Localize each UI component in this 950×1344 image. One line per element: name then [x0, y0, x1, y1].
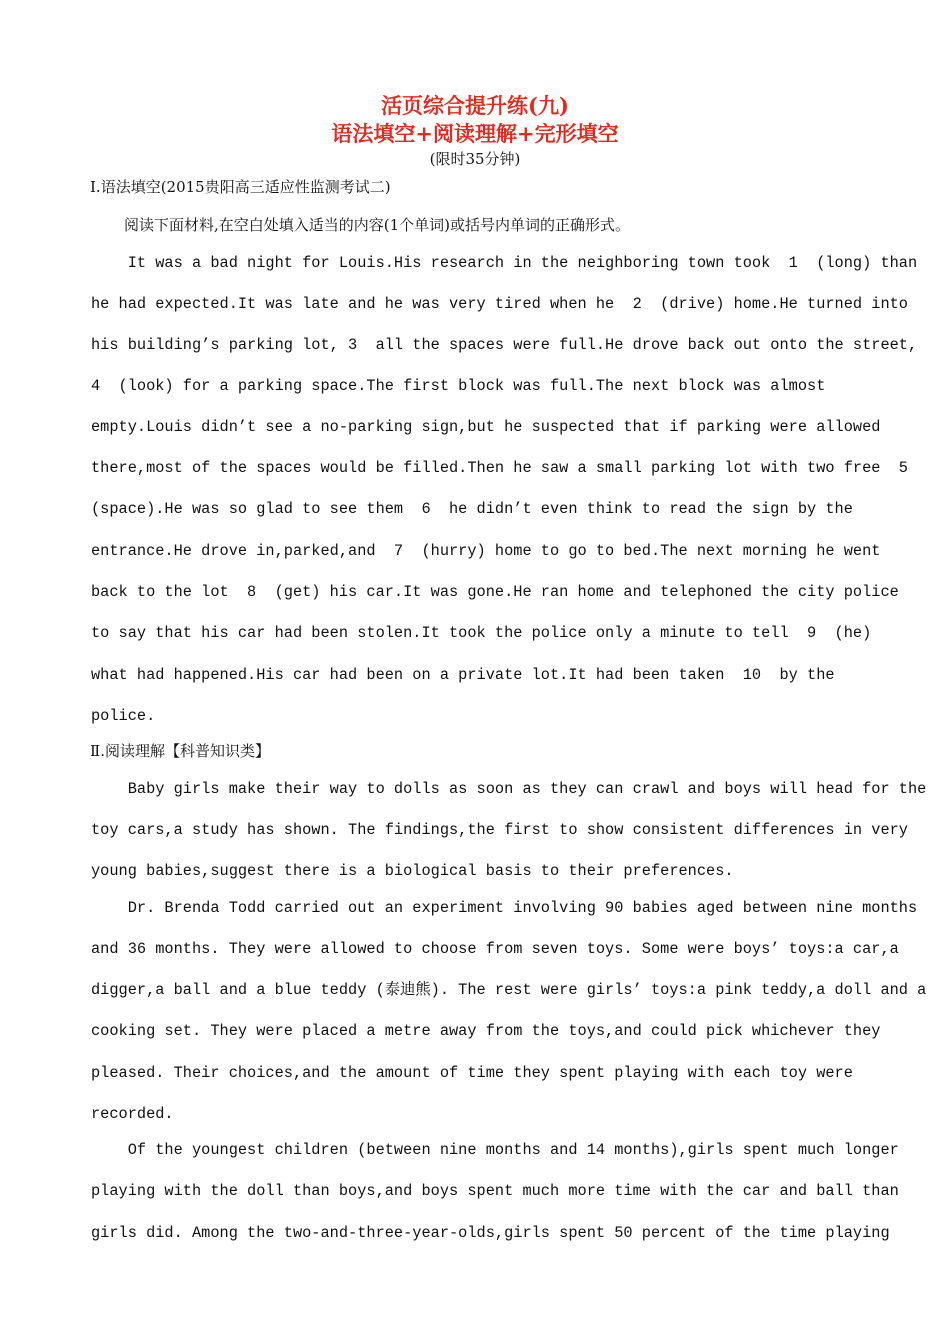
text-line: Dr. Brenda Todd carried out an experiment involving 90 babies aged between nine months [91, 899, 918, 917]
text-line: (space).He was so glad to see them 6 he didn’t even think to read the sign by the [91, 500, 853, 518]
text-line: 4 (look) for a parking space.The first block was full.The next block was almost [91, 377, 826, 395]
text-line: back to the lot 8 (get) his car.It was gone.He ran home and telephoned the city police [91, 583, 899, 601]
text-line: Of the youngest children (between nine months and 14 months),girls spent much longer [91, 1141, 899, 1159]
page-title: 活页综合提升练(九) [381, 93, 569, 118]
text-line: digger,a ball and a blue teddy (泰迪熊). The rest were girls’ toys:a pink teddy,a doll and a [91, 981, 927, 999]
text-line: he had expected.It was late and he was very tired when he 2 (drive) home.He turned into [91, 295, 908, 313]
text-line: young babies,suggest there is a biological basis to their preferences. [91, 862, 734, 880]
section1-instruction: 阅读下面材料,在空白处填入适当的内容(1个单词)或括号内单词的正确形式。 [124, 216, 631, 234]
section1-heading: I.语法填空(2015贵阳高三适应性监测考试二) [90, 178, 391, 196]
text-line: police. [91, 707, 156, 725]
text-line: there,most of the spaces would be filled.Then he saw a small parking lot with two free 5 [91, 459, 908, 477]
text-line: It was a bad night for Louis.His research in the neighboring town took 1 (long) than [91, 254, 918, 272]
text-line: girls did. Among the two-and-three-year-olds,girls spent 50 percent of the time playing [91, 1224, 890, 1242]
text-line: toy cars,a study has shown. The findings,the first to show consistent differences in very [91, 821, 908, 839]
time-limit: (限时35分钟) [429, 150, 521, 168]
text-line: to say that his car had been stolen.It took the police only a minute to tell 9 (he) [91, 624, 872, 642]
header [0, 92, 950, 170]
text-line: cooking set. They were placed a metre away from the toys,and could pick whichever they [91, 1022, 881, 1040]
text-line: his building’s parking lot, 3 all the spaces were full.He drove back out onto the street, [91, 336, 918, 354]
text-line: pleased. Their choices,and the amount of time they spent playing with each toy were [91, 1064, 853, 1082]
text-line: what had happened.His car had been on a private lot.It had been taken 10 by the [91, 666, 835, 684]
text-line: empty.Louis didn’t see a no-parking sign,but he suspected that if parking were allowed [91, 418, 881, 436]
text-line: entrance.He drove in,parked,and 7 (hurry) home to go to bed.The next morning he went [91, 542, 881, 560]
text-line: playing with the doll than boys,and boys spent much more time with the car and ball than [91, 1182, 899, 1200]
text-line: and 36 months. They were allowed to choose from seven toys. Some were boys’ toys:a car,a [91, 940, 899, 958]
section2-heading: Ⅱ.阅读理解【科普知识类】 [90, 742, 270, 760]
text-line: Baby girls make their way to dolls as soon as they can crawl and boys will head for the [91, 780, 927, 798]
text-line: recorded. [91, 1105, 174, 1123]
page-subtitle: 语法填空+阅读理解+完形填空 [331, 121, 619, 146]
